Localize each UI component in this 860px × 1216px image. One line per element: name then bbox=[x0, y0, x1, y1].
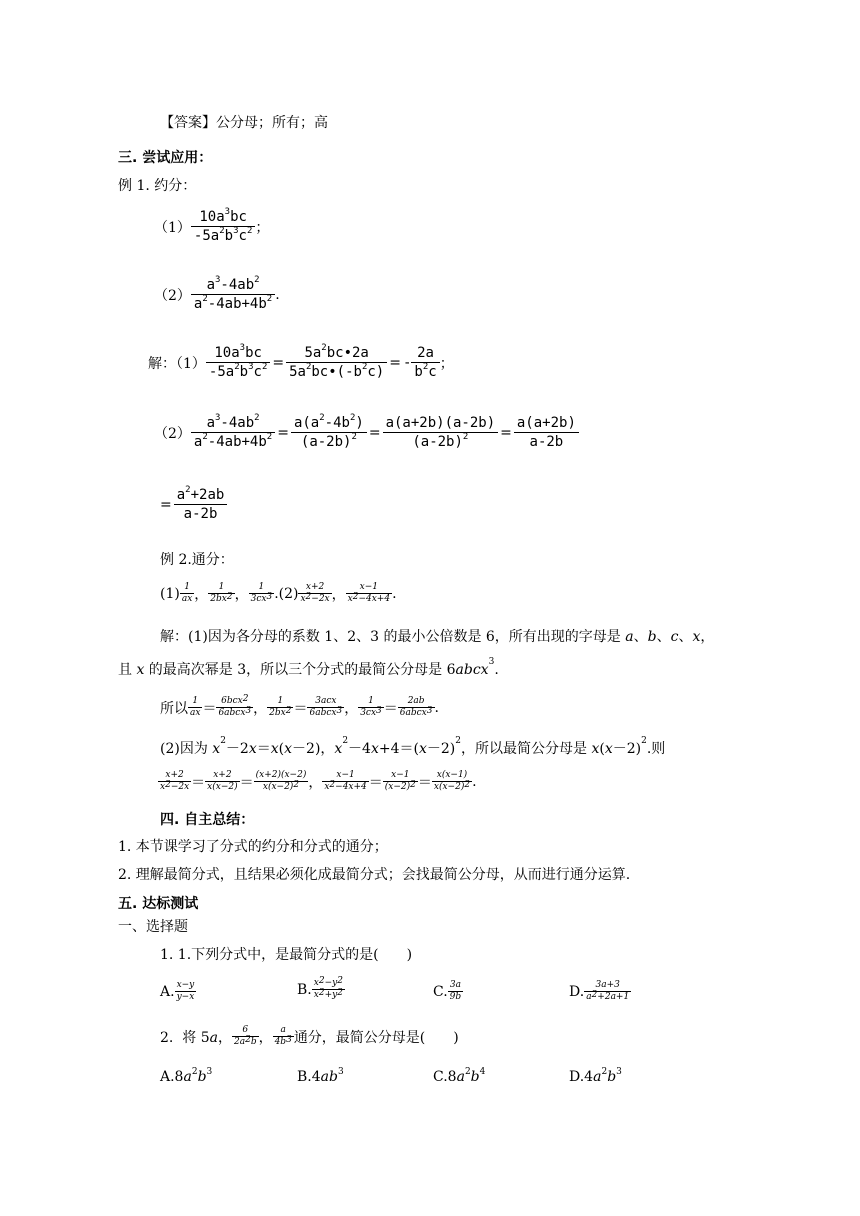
question-index: （1） bbox=[154, 219, 191, 236]
fraction-numerator: x+2 bbox=[305, 582, 325, 592]
fraction bbox=[232, 1026, 259, 1047]
answer-line bbox=[160, 112, 328, 132]
fraction-numerator: x+2 bbox=[165, 770, 184, 780]
fraction bbox=[411, 346, 439, 379]
question-index: （2） bbox=[154, 425, 191, 442]
fraction bbox=[383, 416, 499, 449]
fraction-numerator: $10a^3bc$ bbox=[199, 207, 247, 225]
example1-solution-2 bbox=[154, 413, 579, 450]
fraction bbox=[191, 275, 275, 312]
fraction-numerator: a bbox=[280, 1025, 286, 1035]
fraction bbox=[216, 694, 253, 718]
fraction-denominator: 6abcx$^3$ bbox=[399, 706, 433, 718]
fraction-numerator: 1 bbox=[258, 582, 265, 592]
fraction-denominator: $-5a^2b^3c^2$ bbox=[191, 226, 255, 243]
fraction-numerator: x−y bbox=[176, 980, 195, 990]
fraction-numerator: 1 bbox=[184, 582, 190, 592]
fraction bbox=[291, 413, 367, 450]
fraction-denominator: $a^2-4ab+4b^2$ bbox=[191, 294, 275, 311]
fraction bbox=[249, 583, 275, 604]
fraction-numerator: a(a+2b)(a-2b) bbox=[385, 415, 496, 431]
fraction bbox=[180, 583, 194, 604]
answer-label: 【答案】 bbox=[160, 115, 216, 131]
fraction-numerator: 3acx bbox=[315, 696, 337, 706]
fraction bbox=[158, 771, 191, 792]
minus-sign: - bbox=[402, 354, 412, 371]
fraction-denominator: $x^2-4x+4$ bbox=[347, 592, 391, 604]
fraction-numerator: 1 bbox=[277, 696, 284, 706]
fraction bbox=[307, 697, 344, 718]
example1-question-2 bbox=[154, 275, 280, 312]
fraction-denominator: 6abcx$^3$ bbox=[309, 706, 343, 718]
fraction bbox=[174, 485, 228, 522]
test-q2-option-a: $A.8a^2b^3$ bbox=[160, 1067, 213, 1085]
fraction bbox=[191, 207, 255, 244]
fraction-denominator: $2a^2b$ bbox=[233, 1035, 257, 1047]
fraction bbox=[267, 697, 293, 718]
fraction-denominator: a-2b bbox=[174, 504, 228, 521]
fraction-denominator: $x^2-2x$ bbox=[160, 780, 190, 792]
fraction-numerator: 1 bbox=[192, 696, 199, 706]
fraction-numerator: x−1 bbox=[391, 770, 410, 780]
equals-sign: = bbox=[368, 424, 381, 441]
fraction-numerator: 3a+3 bbox=[595, 980, 620, 990]
example2-solution-1-line-2: 且 x 的最高次幂是 3，所以三个分式的最简公分母是 6abcx$^3$. bbox=[118, 657, 499, 678]
fraction-numerator: $a(a^2-4b^2)$ bbox=[293, 413, 364, 431]
fraction-denominator: $-5a^2b^3c^2$ bbox=[206, 362, 270, 379]
fraction-denominator: $5a^2bc•(-b^2c)$ bbox=[286, 362, 387, 379]
fraction bbox=[322, 771, 368, 792]
fraction-numerator: (x+2)(x−2) bbox=[255, 770, 307, 780]
equals-sign: = bbox=[389, 354, 401, 371]
test-q1-option-b: B. $\frac{x^2-y^2}{x^2+y^2}$ bbox=[297, 976, 343, 1000]
fraction bbox=[205, 771, 239, 792]
fraction bbox=[254, 771, 309, 792]
fraction bbox=[432, 771, 472, 792]
fraction-numerator: $5a^2bc•2a$ bbox=[304, 343, 369, 361]
fraction bbox=[346, 583, 392, 604]
summary-item-1: 1. 本节课学习了分式的约分和分式的通分； bbox=[118, 839, 388, 855]
subsection-choice: 一、选择题 bbox=[118, 919, 188, 935]
punctuation: . bbox=[275, 286, 280, 303]
example1-question-1 bbox=[154, 207, 270, 244]
fraction-denominator: x(x−2) bbox=[207, 782, 238, 792]
equals-sign: = bbox=[277, 424, 289, 441]
example2-solution-1-line-1: 解：(1)因为各分母的系数 1、2、3 的最小公倍数是 6，所有出现的字母是 a、b、c、x， bbox=[160, 629, 715, 645]
fraction bbox=[175, 981, 197, 1002]
fraction-denominator: $3cx^3$ bbox=[360, 706, 382, 718]
fraction-denominator: $2bx^2$ bbox=[269, 706, 292, 718]
fraction-denominator: $x(x-2)^2$ bbox=[254, 781, 309, 792]
fraction-denominator: ax bbox=[190, 708, 201, 718]
fraction bbox=[286, 343, 387, 380]
fraction-denominator: $b^2c$ bbox=[411, 362, 439, 379]
fraction bbox=[514, 416, 579, 449]
fraction-denominator: $(a-2b)^2$ bbox=[383, 432, 499, 449]
fraction-numerator: x+2 bbox=[213, 770, 232, 780]
section-heading-5: 五. 达标测试 bbox=[118, 896, 199, 912]
fraction bbox=[358, 697, 384, 718]
fraction bbox=[448, 981, 464, 1002]
fraction-numerator: 3a bbox=[449, 980, 461, 990]
fraction-denominator: 6abcx$^3$ bbox=[218, 706, 252, 718]
fraction-denominator: 9b bbox=[449, 992, 462, 1002]
fraction-numerator: a(a+2b) bbox=[516, 415, 576, 431]
fraction bbox=[398, 697, 435, 718]
fraction-denominator: $(a-2b)^2$ bbox=[291, 432, 367, 449]
equals-sign: = bbox=[160, 496, 172, 513]
example1-solution-2-continued bbox=[158, 485, 227, 522]
equals-sign: = bbox=[272, 354, 285, 371]
example2-solution-1-line-3: 所以 $\frac{1}{ax}$ ＝ $\frac{6bcx^2}{6abcx^3}$ ， $\frac{1}{2bx^2}$ ＝ $\frac{\text{3acx}}{6abcx^3}$ ， $\frac{1}{3cx^3}$ ＝ $\frac{2ab}{6abcx^3}$ . bbox=[160, 694, 439, 718]
fraction-denominator: y−x bbox=[176, 992, 195, 1002]
fraction bbox=[383, 771, 418, 792]
test-q1-option-a: A. $\frac{x-y}{y-x}$ bbox=[160, 980, 195, 1002]
fraction-denominator: $x^2-2x$ bbox=[300, 592, 330, 604]
fraction-numerator: $x^2-y^2$ bbox=[313, 976, 343, 988]
fraction-numerator: 2ab bbox=[407, 696, 425, 706]
test-q2-option-c: $C.8a^2b^4$ bbox=[433, 1067, 486, 1085]
fraction bbox=[206, 343, 270, 380]
test-q1-option-d: D. $\frac{3a+3}{a^2+2a+1}$ bbox=[569, 980, 630, 1002]
answer-text: 公分母；所有；高 bbox=[216, 115, 328, 131]
test-q2-option-d: $D.4a^2b^3$ bbox=[569, 1067, 622, 1085]
fraction-denominator: $(x-2)^2$ bbox=[384, 780, 416, 792]
fraction-numerator: $a^3-4ab^2$ bbox=[206, 275, 260, 293]
summary-item-2: 2. 理解最简分式，且结果必须化成最简分式；会找最简公分母，从而进行通分运算. bbox=[118, 867, 631, 883]
fraction bbox=[584, 981, 631, 1002]
test-question-2-stem: 2. 将 5a， $\frac{6}{2a^2b}$ ， $\frac{a}{4b^3}$ 通分，最简公分母是( ) bbox=[160, 1025, 459, 1047]
fraction-denominator: $3cx^3$ bbox=[250, 592, 273, 604]
example2-solution-2-line-1: (2)因为 $x^2-2x=x(x-2)$，$x^2-4x+4=(x-2)^2$，所以最简公分母是 $x(x-2)^2$.则 bbox=[160, 736, 666, 757]
fraction bbox=[298, 583, 331, 604]
example2-solution-2-line-2: $\frac{x+2}{x^2-2x}$ ＝ $\frac{x+2}{x(x-2)}$ ＝ $\frac{(x+2)(x-2)}{x(x-2)^2}$ ， $\frac{x-1}{x^2-4x+4}$ ＝ $\frac{x-1}{(x-2)^2}$ ＝ $\frac{x(x-1)}{x(x-2)^2}$ . bbox=[160, 770, 477, 792]
section-heading-4: 四. 自主总结： bbox=[160, 812, 255, 828]
fraction-denominator: ax bbox=[181, 594, 193, 604]
fraction-numerator: x−1 bbox=[359, 582, 379, 592]
test-q1-option-c: C. $\frac{3a}{9b}$ bbox=[433, 980, 462, 1002]
fraction-numerator: 2a bbox=[417, 345, 434, 361]
punctuation: ； bbox=[439, 355, 454, 372]
punctuation: ； bbox=[255, 219, 270, 236]
fraction bbox=[312, 976, 345, 1000]
solution-prefix: 解：（1） bbox=[148, 355, 206, 372]
test-q2-option-b: $B.4ab^3$ bbox=[297, 1067, 344, 1085]
fraction bbox=[191, 413, 275, 450]
fraction-numerator: 1 bbox=[368, 696, 374, 706]
fraction-denominator: $2bx^2$ bbox=[210, 592, 233, 604]
fraction-denominator: a-2b bbox=[514, 432, 579, 449]
example1-solution-1 bbox=[148, 343, 454, 380]
equals-sign: = bbox=[500, 424, 512, 441]
fraction-numerator: $a^2+2ab$ bbox=[176, 485, 225, 503]
fraction bbox=[273, 1026, 294, 1047]
fraction-numerator: 1 bbox=[218, 582, 225, 592]
example2-question: (1) $\frac{1}{ax}$ ， $\frac{1}{2bx^2}$ ， $\frac{1}{3cx^3}$ .(2) $\frac{x+2}{x^2-2x}$ ， $\frac{x-1}{x^2-4x+4}$ . bbox=[160, 582, 397, 604]
fraction-denominator: $a^2+2a+1$ bbox=[586, 990, 630, 1002]
example2-title: 例 2.通分： bbox=[160, 552, 234, 568]
fraction bbox=[208, 583, 234, 604]
example1-title: 例 1. 约分： bbox=[118, 178, 197, 194]
fraction-numerator: 6bcx$^2$ bbox=[221, 694, 249, 706]
fraction-numerator: x−1 bbox=[336, 770, 355, 780]
fraction-numerator: $10a^3bc$ bbox=[214, 343, 262, 361]
fraction-denominator: $x(x-2)^2$ bbox=[433, 780, 471, 792]
fraction-denominator: $a^2-4ab+4b^2$ bbox=[191, 432, 275, 449]
question-index: （2） bbox=[154, 287, 191, 304]
fraction-numerator: $a^3-4ab^2$ bbox=[206, 413, 260, 431]
fraction-denominator: $x^2-4x+4$ bbox=[324, 780, 367, 792]
section-heading-3: 三. 尝试应用： bbox=[118, 150, 213, 166]
test-question-1-stem: 1. 1.下列分式中，是最简分式的是( ) bbox=[160, 947, 413, 963]
fraction-numerator: x(x−1) bbox=[436, 770, 468, 780]
fraction-denominator: $x^2+y^2$ bbox=[313, 988, 343, 1000]
fraction bbox=[188, 697, 202, 718]
fraction-denominator: $4b^3$ bbox=[274, 1035, 292, 1047]
fraction-numerator: 6 bbox=[242, 1025, 249, 1035]
